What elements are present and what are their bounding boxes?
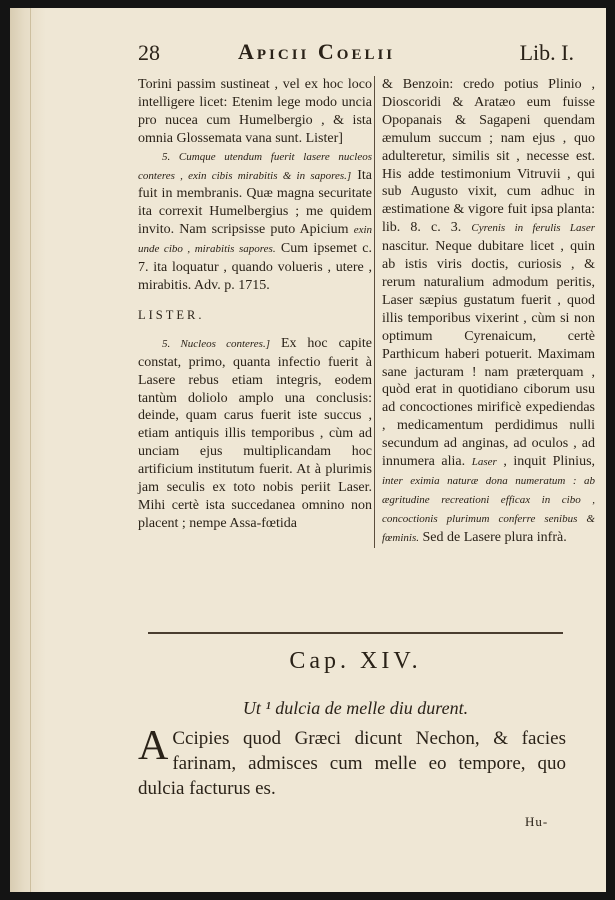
left-paragraph-2 xyxy=(138,148,372,295)
section-rule xyxy=(148,632,563,634)
left-note-end: Cum ipsemet c. 7. ita loquatur , quando volueris , utere , mirabitis. Adv. p. 1715. xyxy=(138,241,372,293)
left-note-text: Ita fuit in membranis. Quæ magna securitate ita correxit Humelbergius ; me quidem invito. Nam scripsisse puto Apicium xyxy=(138,167,372,238)
chapter-heading: Cap. XIV. xyxy=(289,648,422,674)
lister-text: Ex hoc capite constat, primo, quanta infectio fuerit à Lasere rebus etiam integris, eodem tantùm doliolo amplo una conclusis: deinde, quam carus fuerit iste succus , etiam antiquis illis temporibus , cùm ad unciam ejus multiplicandam hoc artificium institutum fuerit. At à plurimis jam seculis ex toto nobis periit Laser. Mihi certè ista succedanea omnino non placent ; nempe Assa-fœtida xyxy=(138,335,373,531)
page-number: 28 xyxy=(138,40,160,65)
drop-capital: A xyxy=(138,723,169,769)
lister-lemma: 5. Nucleos conteres.] xyxy=(162,337,270,350)
right-text-4: Sed de Lasere plura infrà. xyxy=(422,529,567,545)
right-quote-1: Cyrenis in ferulis Laser xyxy=(471,222,595,235)
book-number: Lib. I. xyxy=(519,40,574,65)
page-gutter xyxy=(10,8,46,892)
left-paragraph-3 xyxy=(138,335,372,533)
left-note-lemma: 5. Cumque utendum fuerit lasere nucleos conteres , exin cibis mirabitis & in sapores.] xyxy=(138,150,372,182)
chapter-subtitle: Ut ¹ dulcia de melle diu durent. xyxy=(242,698,469,718)
lister-heading: LISTER. xyxy=(138,307,205,322)
right-column xyxy=(374,76,595,548)
running-header xyxy=(138,40,574,76)
right-quote-2: Laser xyxy=(471,456,497,469)
gutter-line xyxy=(30,8,31,892)
chapter-body: Ccipies quod Græci dicunt Nechon, & facies farinam, admisces cum melle eo tempore, quo dulcia facturus es. xyxy=(138,728,566,799)
right-quote-3: inter eximia naturæ dona numeratum : ab ægritudine recreationi efficax in cibo , concoctionis plurimum conferre senibus & fœminis. xyxy=(382,474,595,544)
left-note-quote: exin unde cibo , mirabitis sapores. xyxy=(138,224,373,256)
left-column xyxy=(138,76,372,533)
right-text-1: & Benzoin: credo potius Plinio , Dioscoridi & Aratæo eum fuisse Opopanais & Sagapeni quendam æmulum succum ; nam ejus , quo adulteretur, similis sit , necesse est. His adde testimonium Vitruvii , qui sub Augusto vixit, cum adhuc in æstimatione & vigore fuit ipsa planta: lib. 8. c. 3. xyxy=(382,77,595,236)
right-text-2: nascitur. Neque dubitare licet , quin ab istis viris doctis, curiosis , & rerum naturalium admodum peritis, Laser sæpius gustatum fuerit , quod illis temporibus vixerint , cùm si non optimum Cyrenaicum, certè Parthicum haberi potuerit. Maximam sane jacturam ! nam præterquam , quòd erat in quotidiano ciborum usu ad concoctiones mirificè expediendas , medicamentum perdidimus nulli secundum ad anginas, ad oculos , ad innumera alia. xyxy=(382,239,595,470)
left-paragraph-1: Torini passim sustineat , vel ex hoc loco intelligere licet: Etenim lege modo uncia pro nucea cum Humelbergio , & ista omnia Glossemata vana sunt. Lister] xyxy=(138,77,372,146)
book-page xyxy=(10,8,606,892)
catchword: Hu- xyxy=(525,814,549,829)
running-title: Apicii Coelii xyxy=(238,39,396,64)
right-paragraph-1 xyxy=(382,76,595,548)
right-text-3: , inquit Plinius, xyxy=(503,454,596,470)
chapter-text xyxy=(138,723,566,801)
